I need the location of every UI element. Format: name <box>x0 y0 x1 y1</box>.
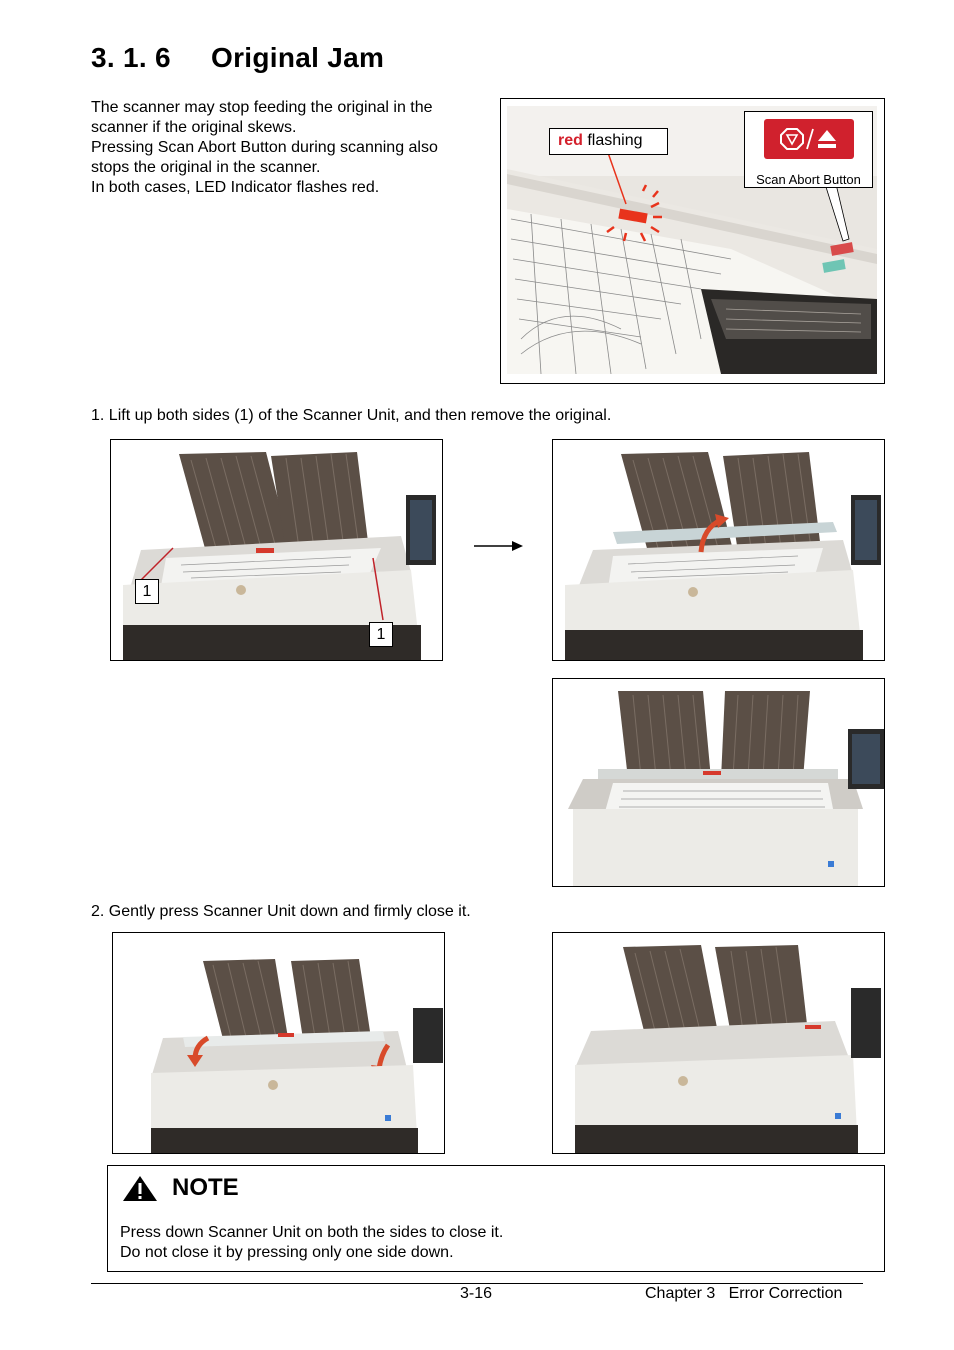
note-line: Do not close it by pressing only one side down. <box>120 1244 454 1261</box>
scanner-photo <box>113 933 444 1153</box>
intro-line: The scanner may stop feeding the original in the <box>91 99 433 116</box>
step1-photo-lifted <box>552 439 885 661</box>
chapter-label: Chapter 3 Error Correction <box>645 1285 843 1302</box>
step1-photo-before <box>110 439 443 661</box>
scanner-photo <box>553 933 884 1153</box>
stop-eject-icon <box>779 126 839 152</box>
step-2-text: 2. Gently press Scanner Unit down and firmly close it. <box>91 903 471 920</box>
intro-line: scanner if the original skews. <box>91 119 297 136</box>
intro-line: stops the original in the scanner. <box>91 159 321 176</box>
note-heading: NOTE <box>172 1174 239 1201</box>
intro-paragraph <box>91 98 491 198</box>
scan-abort-button <box>764 119 854 159</box>
abort-button-label: Scan Abort Button <box>756 172 861 187</box>
note-header <box>122 1174 239 1202</box>
step1-photo-remove-original <box>552 678 885 887</box>
step2-photo-closed <box>552 932 885 1154</box>
callout-number-right: 1 <box>369 622 393 647</box>
section-title: Original Jam <box>211 42 385 73</box>
led-callout <box>549 128 668 155</box>
intro-line: In both cases, LED Indicator flashes red. <box>91 179 380 196</box>
page-number: 3-16 <box>460 1285 493 1302</box>
note-box <box>107 1165 885 1272</box>
note-body <box>120 1223 503 1263</box>
section-heading <box>91 42 384 74</box>
note-line: Press down Scanner Unit on both the sides to close it. <box>120 1224 504 1241</box>
led-figure <box>500 98 885 384</box>
section-number: 3. 1. 6 <box>91 42 171 73</box>
intro-line: Pressing Scan Abort Button during scanning also <box>91 139 438 156</box>
abort-button-callout <box>744 111 873 188</box>
callout-number-left: 1 <box>135 579 159 604</box>
footer-rule <box>91 1283 863 1284</box>
callout-red-word: red <box>558 132 583 149</box>
warning-icon <box>122 1175 158 1202</box>
scanner-photo <box>553 679 884 886</box>
step2-photo-press-down <box>112 932 445 1154</box>
arrow-right-icon <box>474 540 524 552</box>
step-1-text: 1. Lift up both sides (1) of the Scanner Unit, and then remove the original. <box>91 407 612 424</box>
callout-flashing-word: flashing <box>582 132 643 149</box>
scanner-photo <box>553 440 884 660</box>
